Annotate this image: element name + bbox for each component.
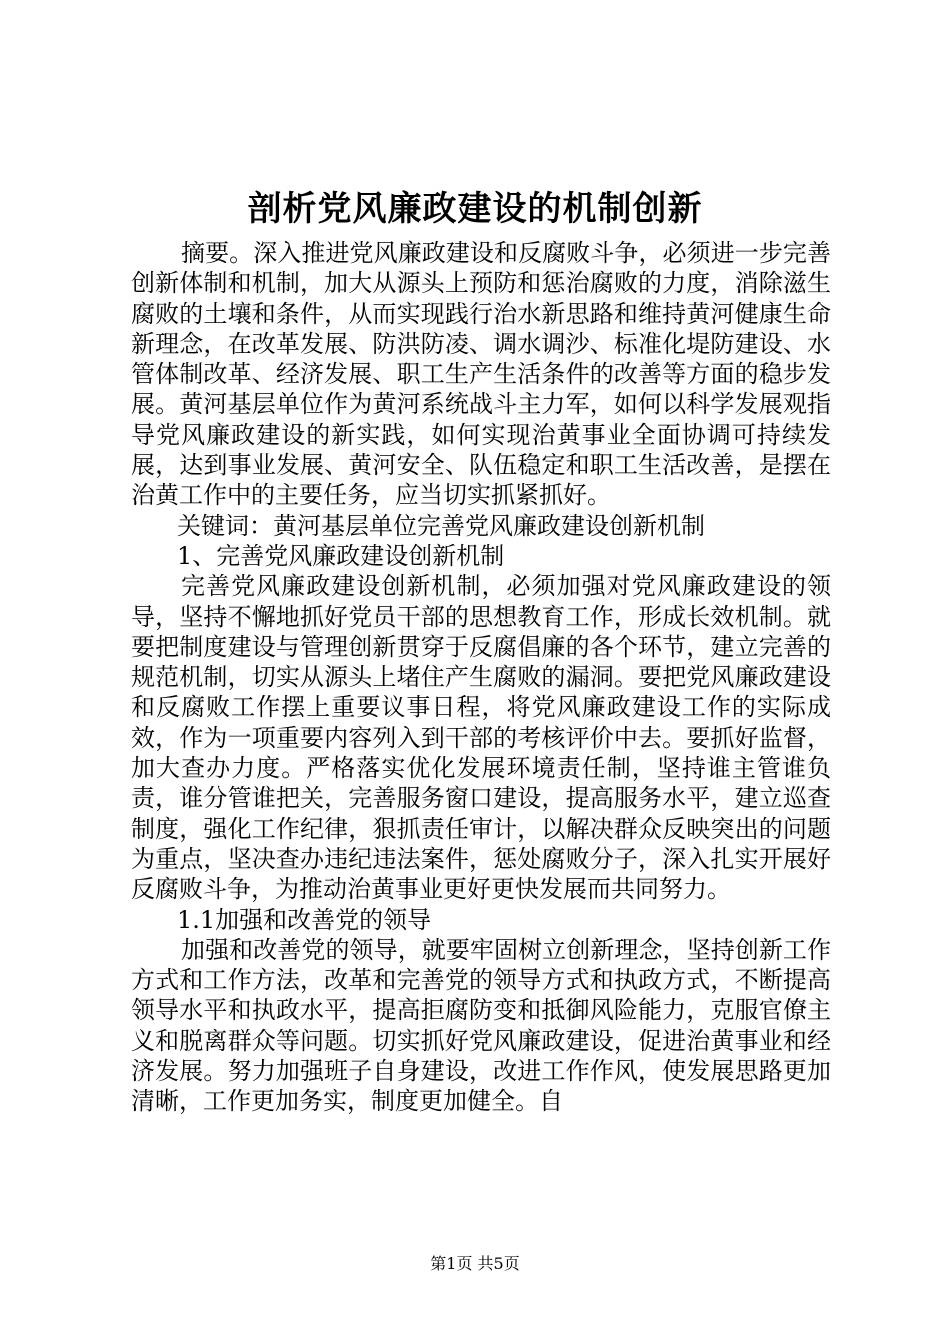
section-1-paragraph: 完善党风廉政建设创新机制，必须加强对党风廉政建设的领导，坚持不懈地抓好党员干部的思想教育工作，形成长效机制。就要把制度建设与管理创新贯穿于反腐倡廉的各个环节，建立完善的规范机制，切实从源头上堵住产生腐败的漏洞。要把党风廉政建设和反腐败工作摆上重要议事日程，将党风廉政建设工作的实际成效，作为一项重要内容列入到干部的考核评价中去。要抓好监督，加大查办力度。严格落实优化发展环境责任制，坚持谁主管谁负责，谁分管谁把关，完善服务窗口建设，提高服务水平，建立巡查制度，强化工作纪律，狠抓责任审计，以解决群众反映突出的问题为重点，坚决查办违纪违法案件，惩处腐败分子，深入扎实开展好反腐败斗争，为推动治黄事业更好更快发展而共同努力。 <box>131 572 831 904</box>
abstract-paragraph: 摘要。深入推进党风廉政建设和反腐败斗争，必须进一步完善创新体制和机制，加大从源头上预防和惩治腐败的力度，消除滋生腐败的土壤和条件，从而实现践行治水新思路和维持黄河健康生命新理念，在改革发展、防洪防凌、调水调沙、标准化堤防建设、水管体制改革、经济发展、职工生产生活条件的改善等方面的稳步发展。黄河基层单位作为黄河系统战斗主力军，如何以科学发展观指导党风廉政建设的新实践，如何实现治黄事业全面协调可持续发展，达到事业发展、黄河安全、队伍稳定和职工生活改善，是摆在治黄工作中的主要任务，应当切实抓紧抓好。 <box>131 239 831 510</box>
page-number-footer: 第1页 共5页 <box>430 1254 520 1273</box>
section-1-heading: 1、完善党风廉政建设创新机制 <box>177 541 505 570</box>
document-body <box>131 238 831 1117</box>
keywords-line: 关键词：黄河基层单位完善党风廉政建设创新机制 <box>177 511 705 540</box>
document-title: 剖析党风廉政建设的机制创新 <box>247 189 703 229</box>
section-1-1-heading: 1.1加强和改善党的领导 <box>177 905 432 934</box>
section-1-1-paragraph: 加强和改善党的领导，就要牢固树立创新理念，坚持创新工作方式和工作方法，改革和完善党的领导方式和执政方式，不断提高领导水平和执政水平，提高拒腐防变和抵御风险能力，克服官僚主义和脱离群众等问题。切实抓好党风廉政建设，促进治黄事业和经济发展。努力加强班子自身建设，改进工作作风，使发展思路更加清晰，工作更加务实，制度更加健全。自 <box>131 935 831 1116</box>
